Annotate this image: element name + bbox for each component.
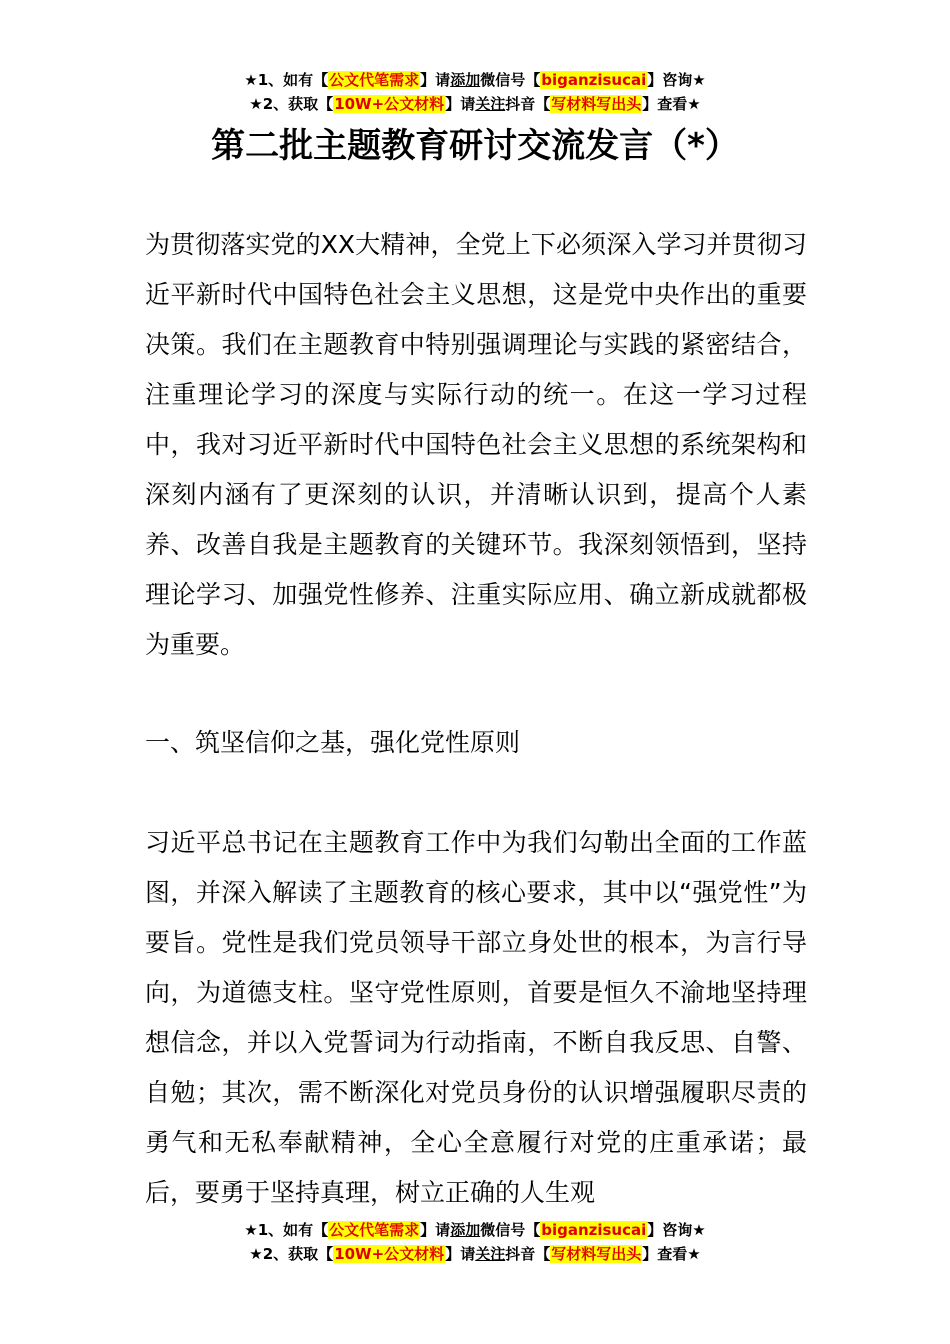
footer-2-underline: 关注: [475, 1245, 506, 1263]
footer-1-suffix: 】咨询★: [647, 1221, 706, 1239]
footer-banner-line-2: [0, 1242, 950, 1266]
banner-1-highlight-wechat: biganzisucai: [541, 71, 647, 89]
document-title: 第二批主题教育研讨交流发言（*）: [211, 126, 739, 166]
footer-2-highlight-douyin: 写材料写出头: [551, 1245, 642, 1263]
banner-1-highlight-service: 公文代笔需求: [329, 71, 420, 89]
footer-1-highlight-service: 公文代笔需求: [329, 1221, 420, 1239]
banner-1-prefix: ★1、如有【: [244, 71, 329, 89]
footer-banner-line-1: [0, 1218, 950, 1242]
footer-banner: [0, 1218, 950, 1266]
footer-2-suffix: 】查看★: [642, 1245, 701, 1263]
banner-2-suffix: 】查看★: [642, 95, 701, 113]
footer-2-prefix: ★2、获取【: [249, 1245, 334, 1263]
footer-1-prefix: ★1、如有【: [244, 1221, 329, 1239]
banner-2-highlight-materials: 10W+公文材料: [334, 95, 445, 113]
banner-1-mid: 】请: [420, 71, 451, 89]
header-banner: [0, 68, 950, 116]
banner-1-suffix: 】咨询★: [647, 71, 706, 89]
banner-2-mid2: 抖音【: [505, 95, 551, 113]
footer-1-highlight-wechat: biganzisucai: [541, 1221, 647, 1239]
banner-2-highlight-douyin: 写材料写出头: [551, 95, 642, 113]
banner-line-1: [0, 68, 950, 92]
paragraph-section-1: 习近平总书记在主题教育工作中为我们勾勒出全面的工作蓝图，并深入解读了主题教育的核心要求，其中以“强党性”为要旨。党性是我们党员领导干部立身处世的根本，为言行导向，为道德支柱。坚守党性原则，首要是恒久不渝地坚持理想信念，并以入党誓词为行动指南，不断自我反思、自警、自勉；其次，需不断深化对党员身份的认识增强履职尽责的勇气和无私奉献精神，全心全意履行对党的庄重承诺；最后，要勇于坚持真理，树立正确的人生观: [145, 828, 807, 1207]
section-heading-1: 一、筑坚信仰之基，强化党性原则: [145, 728, 521, 757]
paragraph-intro: 为贯彻落实党的XX大精神，全党上下必须深入学习并贯彻习近平新时代中国特色社会主义思想，这是党中央作出的重要决策。我们在主题教育中特别强调理论与实践的紧密结合，注重理论学习的深度与实际行动的统一。在这一学习过程中，我对习近平新时代中国特色社会主义思想的系统架构和深刻内涵有了更深刻的认识，并清晰认识到，提高个人素养、改善自我是主题教育的关键环节。我深刻领悟到，坚持理论学习、加强党性修养、注重实际应用、确立新成就都极为重要。: [145, 230, 807, 659]
footer-2-mid: 】请: [445, 1245, 476, 1263]
banner-2-prefix: ★2、获取【: [249, 95, 334, 113]
banner-1-mid2: 微信号【: [480, 71, 541, 89]
banner-1-underline: 添加: [450, 71, 481, 89]
banner-2-underline: 关注: [475, 95, 506, 113]
banner-line-2: [0, 92, 950, 116]
banner-2-mid: 】请: [445, 95, 476, 113]
footer-1-mid: 】请: [420, 1221, 451, 1239]
footer-2-mid2: 抖音【: [505, 1245, 551, 1263]
footer-2-highlight-materials: 10W+公文材料: [334, 1245, 445, 1263]
footer-1-mid2: 微信号【: [480, 1221, 541, 1239]
footer-1-underline: 添加: [450, 1221, 481, 1239]
